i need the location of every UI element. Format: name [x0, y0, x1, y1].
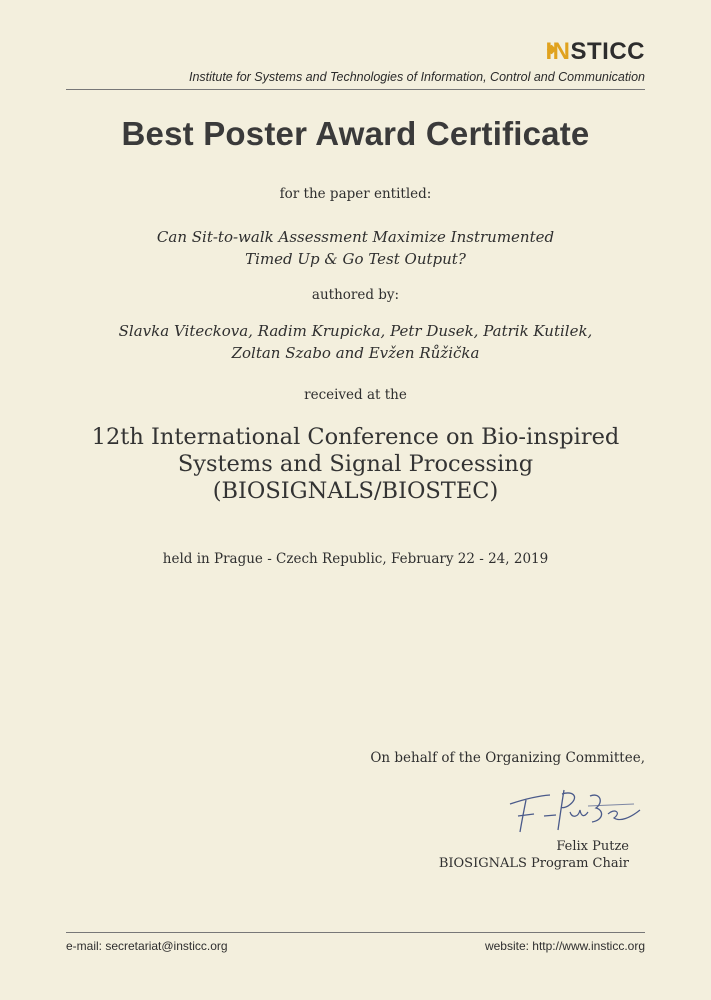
event-location-date: held in Prague - Czech Republic, February 22 - 24, 2019	[162, 551, 549, 567]
author-line: Slavka Viteckova, Radim Krupicka, Petr Dusek, Patrik Kutilek,	[118, 322, 593, 340]
conference-line: 12th International Conference on Bio-inspired	[91, 424, 620, 450]
received-intro: received at the	[304, 387, 407, 403]
authored-intro: authored by:	[311, 287, 400, 303]
certificate-title: Best Poster Award Certificate	[121, 115, 590, 152]
signer-role: BIOSIGNALS Program Chair	[438, 856, 629, 871]
conference-line: Systems and Signal Processing	[177, 451, 534, 477]
paper-intro: for the paper entitled:	[279, 186, 432, 202]
author-list	[0, 320, 711, 364]
conference-line: (BIOSIGNALS/BIOSTEC)	[212, 478, 499, 504]
footer-email: e-mail: secretariat@insticc.org	[66, 939, 228, 953]
institute-tagline: Institute for Systems and Technologies of Information, Control and Communication	[188, 70, 645, 84]
footer-divider	[66, 932, 645, 933]
header-divider	[66, 89, 645, 90]
author-line: Zoltan Szabo and Evžen Růžička	[231, 344, 480, 362]
insticc-logo: INSTICC	[545, 38, 645, 65]
signer-name: Felix Putze	[556, 839, 629, 854]
conference-name	[0, 424, 711, 505]
paper-title	[0, 226, 711, 270]
signer-block	[439, 838, 629, 872]
footer-website: website: http://www.insticc.org	[484, 939, 645, 953]
paper-title-line: Timed Up & Go Test Output?	[245, 250, 466, 268]
handwritten-signature	[504, 782, 644, 840]
behalf-text: On behalf of the Organizing Committee,	[370, 750, 645, 766]
paper-title-line: Can Sit-to-walk Assessment Maximize Instrumented	[156, 228, 555, 246]
